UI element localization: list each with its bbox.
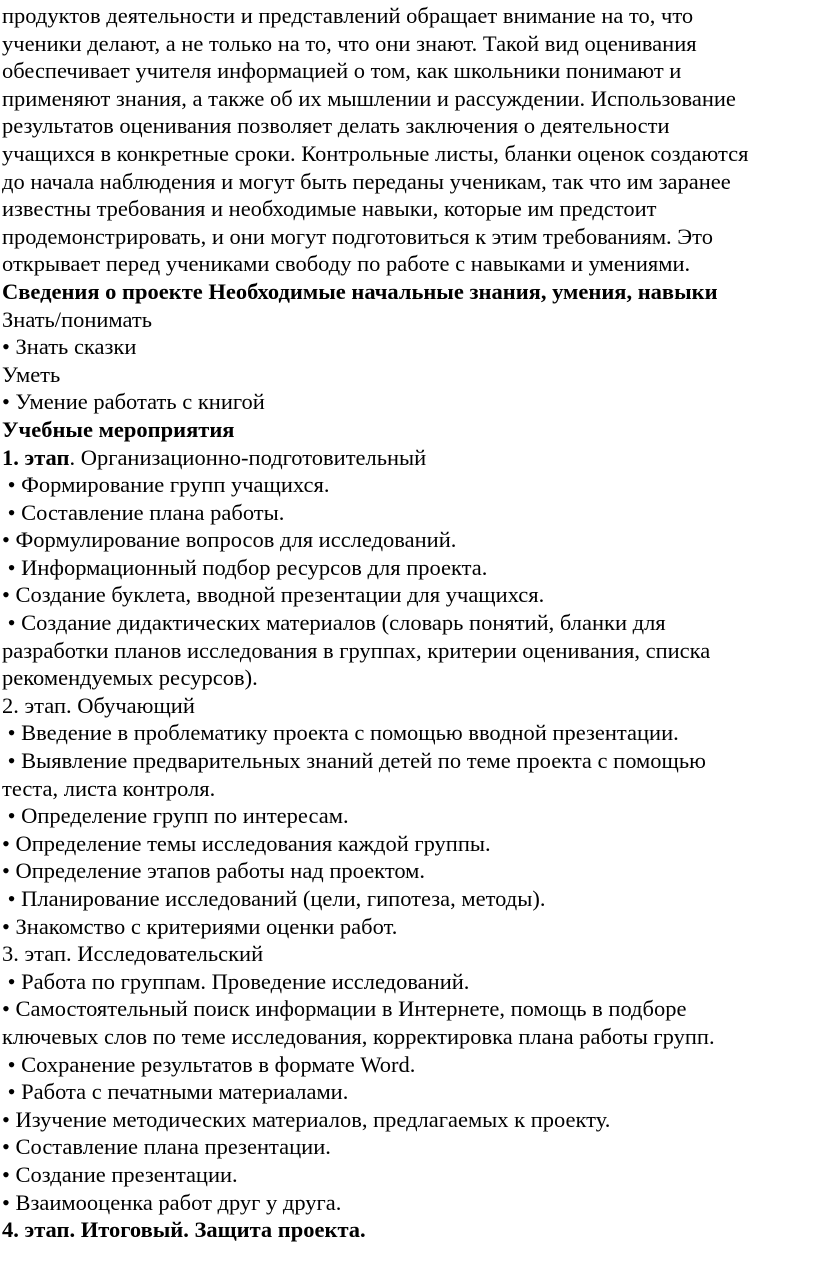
stage2-line: • Знакомство с критериями оценки работ. [2,913,398,939]
intro-line: ученики делают, а не только на то, что они знают. Такой вид оценивания [2,30,697,56]
stage3-line: • Создание презентации. [2,1161,238,1187]
can-item: • Умение работать с книгой [2,389,265,415]
can-label: Уметь [2,361,61,387]
stage3-line: • Самостоятельный поиск информации в Интернете, помощь в подборе [2,996,687,1022]
intro-line: открывает перед учениками свободу по работе с навыками и умениями. [2,251,691,277]
stage2-line: • Определение этапов работы над проектом. [2,858,426,884]
intro-line: продуктов деятельности и представлений обращает внимание на то, что [2,3,694,28]
stage1-heading [0,444,816,472]
intro-line: до начала наблюдения и могут быть переданы ученикам, так что им заранее [2,168,731,194]
stage1-line: • Формирование групп учащихся. [2,472,330,498]
stage2-line: • Определение групп по интересам. [2,803,349,829]
stage4-heading: 4. этап. Итоговый. Защита проекта. [2,1217,366,1243]
stage3-line: ключевых слов по теме исследования, корректировка плана работы групп. [2,1023,715,1049]
stage3-line: • Работа с печатными материалами. [2,1079,349,1105]
stage2-line: • Определение темы исследования каждой группы. [2,830,491,856]
stage1-line: • Информационный подбор ресурсов для проекта. [2,554,488,580]
know-item: • Знать сказки [2,334,137,360]
intro-line: применяют знания, а также об их мышлении и рассуждении. Использование [2,85,736,111]
stage1-line: • Составление плана работы. [2,499,285,525]
intro-line: результатов оценивания позволяет делать заключения о деятельности [2,113,670,139]
stage1-title: . Организационно-подготовительный [69,444,427,470]
stage1-line: • Создание буклета, вводной презентации для учащихся. [2,582,545,608]
stage1-line: • Создание дидактических материалов (словарь понятий, бланки для [2,610,666,636]
know-label: Знать/понимать [2,306,153,332]
intro-line: известны требования и необходимые навыки, которые им предстоит [2,196,657,222]
intro-line: обеспечивает учителя информацией о том, как школьники понимают и [2,58,682,84]
stage1-line: разработки планов исследования в группах, критерии оценивания, списка [2,637,711,663]
stage3-line: • Изучение методических материалов, предлагаемых к проекту. [2,1106,611,1132]
stage3-line: • Составление плана презентации. [2,1134,331,1160]
intro-line: продемонстрировать, и они могут подготовиться к этим требованиям. Это [2,223,713,249]
stage3-line: • Взаимооценка работ друг у друга. [2,1189,342,1215]
project-heading: Сведения о проекте Необходимые начальные знания, умения, навыки [2,278,718,304]
stage3-line: • Сохранение результатов в формате Word. [2,1051,416,1077]
stage1-line: рекомендуемых ресурсов). [2,665,258,691]
stage3-line: • Работа по группам. Проведение исследований. [2,968,470,994]
stage3-heading: 3. этап. Исследовательский [2,941,264,967]
activities-heading: Учебные мероприятия [2,416,235,442]
stage2-line: • Выявление предварительных знаний детей по теме проекта с помощью [2,748,706,774]
intro-line: учащихся в конкретные сроки. Контрольные листы, бланки оценок создаются [2,140,749,166]
stage2-heading: 2. этап. Обучающий [2,692,195,718]
stage2-line: • Планирование исследований (цели, гипотеза, методы). [2,886,546,911]
stage1-line: • Формулирование вопросов для исследований. [2,527,457,553]
stage2-line: • Введение в проблематику проекта с помощью вводной презентации. [2,720,679,746]
stage1-number: 1. этап [2,444,70,470]
stage2-line: теста, листа контроля. [2,775,216,801]
